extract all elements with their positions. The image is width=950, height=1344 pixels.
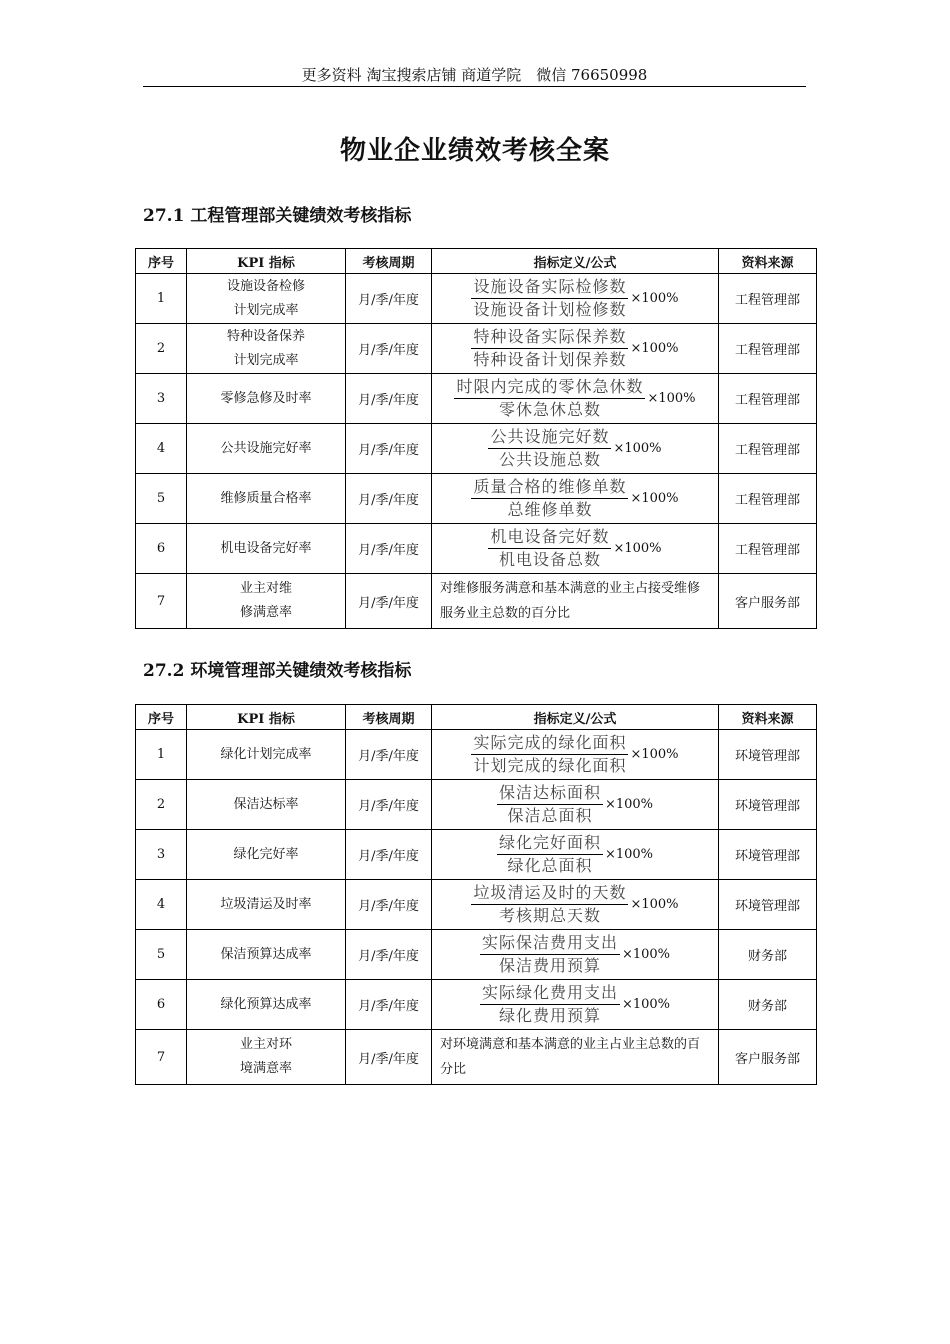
definition-formula: [432, 880, 719, 930]
data-source: 工程管理部: [719, 424, 817, 474]
denominator: 零休急休总数: [498, 400, 601, 419]
kpi-name-cell: [187, 424, 346, 474]
table-row: [136, 274, 817, 324]
fraction-body: [497, 832, 603, 877]
kpi-name-line: 绿化完好率: [233, 846, 299, 862]
percent-multiplier: ×100%: [630, 897, 679, 912]
kpi-table-engineering: [135, 248, 817, 629]
data-source: 财务部: [719, 980, 817, 1030]
kpi-name-line: 境满意率: [239, 1061, 292, 1076]
definition-formula: [432, 474, 719, 524]
table-row: [136, 424, 817, 474]
kpi-name-line: 计划完成率: [233, 302, 299, 318]
percent-multiplier: ×100%: [613, 541, 662, 556]
kpi-name-line: 保洁达标率: [233, 796, 299, 812]
formula-fraction: [471, 276, 678, 321]
data-source: 客户服务部: [719, 574, 817, 629]
kpi-name-line: 维修质量合格率: [220, 490, 312, 506]
table-row: [136, 930, 817, 980]
review-period: 月/季/年度: [346, 574, 432, 629]
formula-fraction: [471, 732, 678, 777]
kpi-name-cell: [187, 780, 346, 830]
table-row: [136, 880, 817, 930]
numerator: 垃圾清运及时的天数: [471, 882, 628, 905]
denominator: 保洁费用预算: [498, 956, 601, 975]
data-source: 环境管理部: [719, 780, 817, 830]
row-number: 4: [136, 424, 187, 474]
kpi-name-line: 零修急修及时率: [220, 390, 312, 406]
table-row: [136, 1030, 817, 1085]
kpi-name-cell: [187, 574, 346, 629]
review-period: 月/季/年度: [346, 474, 432, 524]
definition-formula: [432, 424, 719, 474]
numerator: 特种设备实际保养数: [471, 326, 628, 349]
review-period: 月/季/年度: [346, 524, 432, 574]
table-row: [136, 730, 817, 780]
row-number: 5: [136, 474, 187, 524]
review-period: 月/季/年度: [346, 274, 432, 324]
denominator: 绿化费用预算: [498, 1006, 601, 1025]
kpi-name-cell: [187, 730, 346, 780]
row-number: 2: [136, 324, 187, 374]
col-header-no: 序号: [136, 705, 187, 730]
review-period: 月/季/年度: [346, 730, 432, 780]
formula-fraction: [471, 326, 678, 371]
fraction-body: [454, 376, 645, 421]
row-number: 7: [136, 574, 187, 629]
table-row: [136, 474, 817, 524]
denominator: 总维修单数: [507, 500, 593, 519]
definition-formula: [432, 780, 719, 830]
page-header: 更多资料 淘宝搜索店铺 商道学院 微信 76650998: [143, 64, 806, 87]
kpi-name-line: 保洁预算达成率: [220, 946, 312, 962]
data-source: 环境管理部: [719, 880, 817, 930]
numerator: 设施设备实际检修数: [471, 276, 628, 299]
fraction-body: [488, 526, 611, 571]
percent-multiplier: ×100%: [630, 747, 679, 762]
denominator: 绿化总面积: [507, 856, 593, 875]
numerator: 保洁达标面积: [497, 782, 603, 805]
fraction-body: [471, 476, 628, 521]
kpi-name-cell: [187, 930, 346, 980]
numerator: 实际保洁费用支出: [480, 932, 620, 955]
kpi-name-cell: [187, 980, 346, 1030]
data-source: 工程管理部: [719, 374, 817, 424]
definition-formula: [432, 324, 719, 374]
kpi-name-cell: [187, 830, 346, 880]
percent-multiplier: ×100%: [613, 441, 662, 456]
numerator: 实际完成的绿化面积: [471, 732, 628, 755]
fraction-body: [471, 326, 628, 371]
formula-fraction: [497, 782, 653, 827]
kpi-name-line: 绿化计划完成率: [220, 746, 312, 762]
review-period: 月/季/年度: [346, 980, 432, 1030]
fraction-body: [480, 982, 620, 1027]
col-header-period: 考核周期: [346, 705, 432, 730]
fraction-body: [471, 732, 628, 777]
kpi-name-cell: [187, 374, 346, 424]
percent-multiplier: ×100%: [621, 947, 671, 962]
percent-multiplier: ×100%: [630, 491, 679, 506]
review-period: 月/季/年度: [346, 424, 432, 474]
kpi-name-line: 绿化预算达成率: [220, 996, 312, 1012]
percent-multiplier: ×100%: [604, 847, 654, 862]
col-header-definition: 指标定义/公式: [432, 249, 719, 274]
numerator: 公共设施完好数: [488, 426, 611, 449]
numerator: 绿化完好面积: [497, 832, 603, 855]
definition-formula: [432, 830, 719, 880]
row-number: 5: [136, 930, 187, 980]
row-number: 1: [136, 730, 187, 780]
review-period: 月/季/年度: [346, 780, 432, 830]
formula-fraction: [488, 426, 661, 471]
kpi-name-cell: [187, 474, 346, 524]
kpi-name-cell: [187, 274, 346, 324]
formula-fraction: [471, 882, 678, 927]
row-number: 1: [136, 274, 187, 324]
kpi-name-line: 机电设备完好率: [220, 540, 312, 556]
numerator: 机电设备完好数: [488, 526, 611, 549]
fraction-body: [497, 782, 603, 827]
review-period: 月/季/年度: [346, 374, 432, 424]
kpi-name-cell: [187, 880, 346, 930]
col-header-period: 考核周期: [346, 249, 432, 274]
col-header-kpi: KPI 指标: [187, 249, 346, 274]
document-title: 物业企业绩效考核全案: [339, 136, 610, 166]
kpi-table-environment: [135, 704, 817, 1085]
col-header-source: 资料来源: [719, 705, 817, 730]
kpi-name-line: 垃圾清运及时率: [220, 896, 312, 912]
definition-formula: [432, 730, 719, 780]
data-source: 工程管理部: [719, 274, 817, 324]
percent-multiplier: ×100%: [647, 391, 696, 406]
table-row: [136, 780, 817, 830]
row-number: 2: [136, 780, 187, 830]
data-source: 工程管理部: [719, 524, 817, 574]
col-header-source: 资料来源: [719, 249, 817, 274]
definition-formula: [432, 374, 719, 424]
data-source: 财务部: [719, 930, 817, 980]
definition-formula: [432, 274, 719, 324]
definition-formula: [432, 930, 719, 980]
row-number: 7: [136, 1030, 187, 1085]
row-number: 3: [136, 830, 187, 880]
row-number: 6: [136, 524, 187, 574]
denominator: 保洁总面积: [507, 806, 593, 825]
kpi-name-cell: [187, 524, 346, 574]
row-number: 6: [136, 980, 187, 1030]
fraction-body: [480, 932, 620, 977]
kpi-name-line: 修满意率: [239, 605, 292, 620]
percent-multiplier: ×100%: [621, 997, 671, 1012]
kpi-name-line: 业主对维: [239, 581, 292, 596]
data-source: 环境管理部: [719, 730, 817, 780]
table-row: [136, 574, 817, 629]
formula-fraction: [488, 526, 661, 571]
review-period: 月/季/年度: [346, 1030, 432, 1085]
data-source: 环境管理部: [719, 830, 817, 880]
col-header-definition: 指标定义/公式: [432, 705, 719, 730]
kpi-name-line: 公共设施完好率: [220, 440, 312, 456]
fraction-body: [471, 276, 628, 321]
table-header-row: [136, 249, 817, 274]
numerator: 质量合格的维修单数: [471, 476, 628, 499]
kpi-name-line: 特种设备保养: [226, 328, 305, 344]
formula-fraction: [471, 476, 678, 521]
section-title-engineering: 27.1 工程管理部关键绩效考核指标: [143, 206, 412, 226]
data-source: 客户服务部: [719, 1030, 817, 1085]
row-number: 4: [136, 880, 187, 930]
numerator: 时限内完成的零休急休数: [454, 376, 645, 399]
kpi-name-cell: [187, 324, 346, 374]
percent-multiplier: ×100%: [630, 341, 679, 356]
denominator: 计划完成的绿化面积: [473, 756, 627, 775]
review-period: 月/季/年度: [346, 880, 432, 930]
denominator: 特种设备计划保养数: [473, 350, 627, 369]
row-number: 3: [136, 374, 187, 424]
definition-text: 对环境满意和基本满意的业主占业主总数的百分比: [432, 1030, 719, 1085]
table-row: [136, 830, 817, 880]
review-period: 月/季/年度: [346, 830, 432, 880]
percent-multiplier: ×100%: [604, 797, 654, 812]
section-title-environment: 27.2 环境管理部关键绩效考核指标: [143, 661, 412, 681]
definition-formula: [432, 980, 719, 1030]
table-row: [136, 524, 817, 574]
denominator: 公共设施总数: [498, 450, 601, 469]
denominator: 考核期总天数: [498, 906, 601, 925]
data-source: 工程管理部: [719, 324, 817, 374]
table-header-row: [136, 705, 817, 730]
col-header-kpi: KPI 指标: [187, 705, 346, 730]
formula-fraction: [480, 982, 670, 1027]
data-source: 工程管理部: [719, 474, 817, 524]
review-period: 月/季/年度: [346, 930, 432, 980]
definition-text: 对维修服务满意和基本满意的业主占接受维修服务业主总数的百分比: [432, 574, 719, 629]
table-row: [136, 324, 817, 374]
definition-formula: [432, 524, 719, 574]
formula-fraction: [497, 832, 653, 877]
table-row: [136, 980, 817, 1030]
denominator: 机电设备总数: [498, 550, 601, 569]
percent-multiplier: ×100%: [630, 291, 679, 306]
kpi-name-line: 业主对环: [239, 1037, 292, 1052]
formula-fraction: [454, 376, 695, 421]
kpi-name-cell: [187, 1030, 346, 1085]
review-period: 月/季/年度: [346, 324, 432, 374]
formula-fraction: [480, 932, 670, 977]
kpi-name-line: 计划完成率: [233, 352, 299, 368]
col-header-no: 序号: [136, 249, 187, 274]
fraction-body: [488, 426, 611, 471]
table-row: [136, 374, 817, 424]
fraction-body: [471, 882, 628, 927]
kpi-name-line: 设施设备检修: [226, 278, 305, 294]
denominator: 设施设备计划检修数: [473, 300, 627, 319]
numerator: 实际绿化费用支出: [480, 982, 620, 1005]
